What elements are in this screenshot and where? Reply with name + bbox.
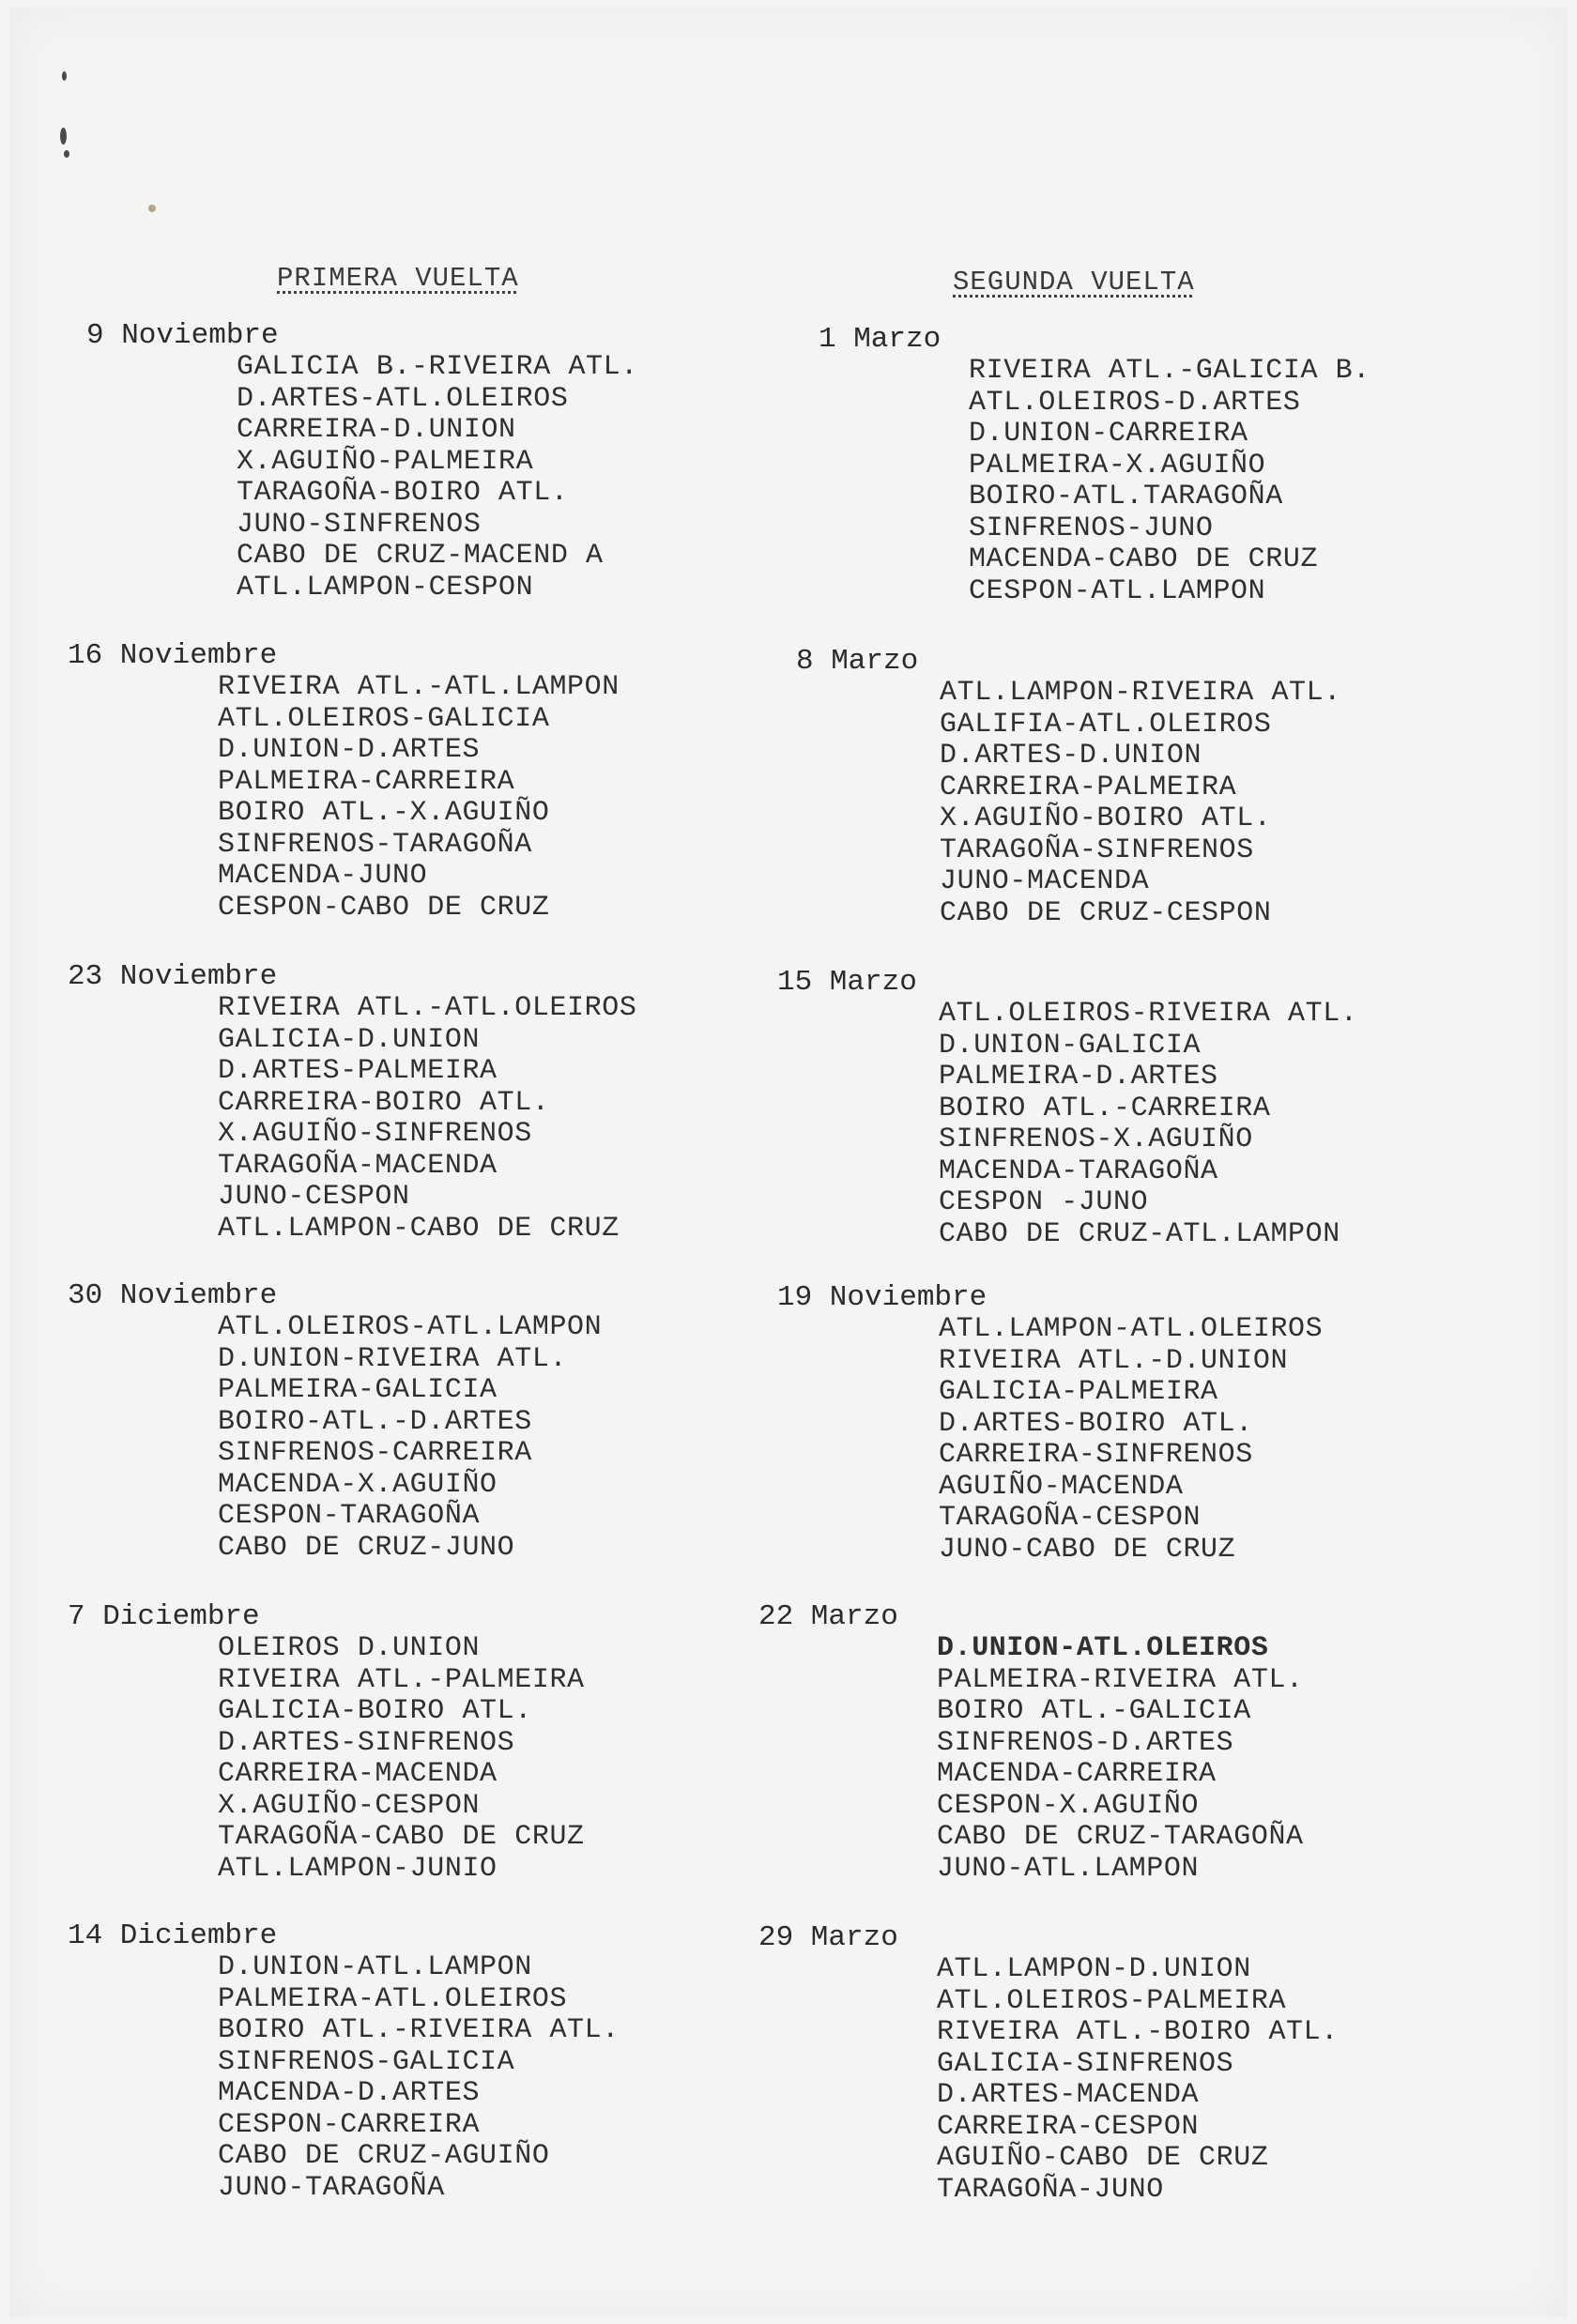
match-line: PALMEIRA-RIVEIRA ATL. (937, 1663, 1304, 1696)
match-line: CESPON-CARREIRA (218, 2108, 481, 2141)
match-line: D.ARTES-PALMEIRA (218, 1055, 498, 1087)
match-line: CARREIRA-MACENDA (218, 1758, 498, 1790)
match-line: TARAGOÑA-CESPON (939, 1502, 1202, 1534)
match-list (937, 1954, 1472, 2206)
match-line: CESPON-TARAGOÑA (218, 1500, 481, 1532)
round-date: 15 Marzo (777, 966, 917, 999)
match-line: GALICIA-BOIRO ATL. (218, 1695, 532, 1727)
match-line: D.UNION-RIVEIRA ATL. (218, 1342, 568, 1375)
match-line: X.AGUIÑO-CESPON (218, 1789, 481, 1822)
match-line: D.UNION-ATL.LAMPON (218, 1951, 532, 1983)
match-line: PALMEIRA-ATL.OLEIROS (218, 1982, 568, 2015)
match-line: CESPON-X.AGUIÑO (937, 1789, 1200, 1822)
match-line: RIVEIRA ATL.-ATL.LAMPON (218, 671, 620, 703)
match-line: MACENDA-CARREIRA (937, 1758, 1217, 1790)
match-line: SINFRENOS-GALICIA (218, 2045, 515, 2078)
match-line: GALICIA-SINFRENOS (937, 2047, 1234, 2080)
match-line: ATL.LAMPON-ATL.OLEIROS (939, 1313, 1324, 1345)
round-block (68, 640, 781, 924)
round-date: 22 Marzo (758, 1600, 898, 1633)
round-date: 19 Noviembre (777, 1281, 988, 1314)
match-line: OLEIROS D.UNION (218, 1632, 481, 1664)
round-block (758, 1601, 1472, 1885)
match-line: D.ARTES-D.UNION (940, 740, 1202, 772)
match-line: RIVEIRA ATL.-BOIRO ATL. (937, 2016, 1339, 2048)
ink-speck (148, 205, 156, 212)
match-line: GALICIA-PALMEIRA (939, 1376, 1218, 1408)
match-line: SINFRENOS-JUNO (969, 512, 1214, 544)
match-line: CABO DE CRUZ-CESPON (940, 896, 1272, 929)
match-line: D.UNION-GALICIA (939, 1029, 1202, 1062)
match-line: ATL.LAMPON-CESPON (237, 571, 534, 604)
match-line: RIVEIRA ATL.-PALMEIRA (218, 1663, 585, 1696)
match-list (937, 1633, 1472, 1885)
match-line: PALMEIRA-CARREIRA (218, 765, 515, 798)
match-line: CABO DE CRUZ-ATL.LAMPON (939, 1217, 1340, 1250)
round-date: 14 Diciembre (68, 1919, 278, 1952)
round-date: 29 Marzo (758, 1921, 898, 1954)
round-block (758, 1922, 1472, 2206)
match-line: GALIFIA-ATL.OLEIROS (940, 708, 1272, 741)
match-line: TARAGOÑA-CABO DE CRUZ (218, 1821, 585, 1853)
match-line: CABO DE CRUZ-MACEND A (237, 540, 604, 572)
match-line: PALMEIRA-X.AGUIÑO (969, 449, 1266, 482)
match-line: MACENDA-CABO DE CRUZ (969, 543, 1319, 575)
round-block (68, 1601, 781, 1885)
match-line: ATL.OLEIROS-GALICIA (218, 702, 550, 735)
match-line: ATL.LAMPON-JUNIO (218, 1852, 498, 1885)
round-block (68, 961, 781, 1245)
match-line: CARREIRA-D.UNION (237, 414, 516, 446)
round-block (86, 320, 800, 604)
round-block (68, 1280, 781, 1564)
round-date: 9 Noviembre (86, 319, 279, 352)
round-block (68, 1920, 781, 2204)
match-line: ATL.OLEIROS-RIVEIRA ATL. (939, 998, 1358, 1030)
match-line: CABO DE CRUZ-TARAGOÑA (937, 1821, 1304, 1853)
match-list (940, 678, 1509, 929)
match-line: GALICIA B.-RIVEIRA ATL. (237, 351, 638, 383)
round-date: 1 Marzo (819, 323, 942, 356)
match-line: MACENDA-JUNO (218, 860, 428, 892)
match-line: GALICIA-D.UNION (218, 1023, 481, 1056)
match-line: RIVEIRA ATL.-ATL.OLEIROS (218, 992, 637, 1024)
round-date: 16 Noviembre (68, 639, 278, 672)
match-line: D.ARTES-ATL.OLEIROS (237, 382, 569, 415)
match-line: PALMEIRA-D.ARTES (939, 1061, 1218, 1093)
match-list (939, 1314, 1491, 1566)
match-line: CESPON-ATL.LAMPON (969, 574, 1266, 607)
match-line: AGUIÑO-CABO DE CRUZ (937, 2142, 1269, 2174)
match-line: SINFRENOS-TARAGOÑA (218, 828, 532, 861)
match-line: BOIRO ATL.-CARREIRA (939, 1092, 1271, 1124)
round-date: 8 Marzo (796, 645, 919, 678)
match-line: SINFRENOS-D.ARTES (937, 1726, 1234, 1759)
match-line: ATL.OLEIROS-D.ARTES (969, 386, 1301, 419)
match-line: RIVEIRA ATL.-GALICIA B. (969, 355, 1370, 387)
ink-speck (60, 128, 67, 145)
match-line: CESPON -JUNO (939, 1186, 1149, 1218)
match-line: MACENDA-D.ARTES (218, 2077, 481, 2109)
match-line: SINFRENOS-X.AGUIÑO (939, 1124, 1253, 1155)
match-line: TARAGOÑA-JUNO (937, 2173, 1164, 2206)
round-block (777, 1282, 1491, 1566)
match-list (218, 1952, 781, 2204)
column-title-primera: PRIMERA VUELTA (277, 263, 519, 294)
match-line: JUNO-TARAGOÑA (218, 2171, 445, 2204)
round-date: 7 Diciembre (68, 1600, 260, 1633)
match-line: CARREIRA-PALMEIRA (940, 771, 1237, 803)
match-line: X.AGUIÑO-PALMEIRA (237, 445, 534, 478)
match-list (939, 999, 1491, 1250)
match-line: CARREIRA-SINFRENOS (939, 1439, 1253, 1471)
ink-speck (62, 71, 67, 81)
match-line: TARAGOÑA-SINFRENOS (940, 833, 1254, 866)
match-list (969, 356, 1532, 607)
match-list (218, 993, 781, 1245)
round-date: 30 Noviembre (68, 1279, 278, 1312)
match-line: CESPON-CABO DE CRUZ (218, 891, 550, 924)
match-line: PALMEIRA-GALICIA (218, 1374, 498, 1406)
round-date: 23 Noviembre (68, 960, 278, 993)
match-line: TARAGOÑA-MACENDA (218, 1149, 498, 1182)
match-line: X.AGUIÑO-BOIRO ATL. (940, 803, 1272, 834)
match-line: D.ARTES-SINFRENOS (218, 1726, 515, 1759)
match-line: BOIRO-ATL.-D.ARTES (218, 1405, 532, 1438)
match-line: X.AGUIÑO-SINFRENOS (218, 1118, 532, 1150)
match-line: TARAGOÑA-BOIRO ATL. (237, 477, 569, 509)
paper-sheet (9, 8, 1568, 2316)
match-line: ATL.OLEIROS-PALMEIRA (937, 1984, 1287, 2017)
match-line: JUNO-SINFRENOS (237, 508, 482, 541)
match-line: ATL.LAMPON-RIVEIRA ATL. (940, 677, 1341, 709)
match-line: ATL.OLEIROS-ATL.LAMPON (218, 1311, 603, 1343)
match-line: MACENDA-TARAGOÑA (939, 1154, 1218, 1187)
match-list (237, 352, 800, 604)
match-line: JUNO-MACENDA (940, 865, 1150, 897)
match-line: ATL.LAMPON-D.UNION (937, 1953, 1251, 1985)
match-line: JUNO-CESPON (218, 1181, 410, 1213)
match-line: CABO DE CRUZ-AGUIÑO (218, 2140, 550, 2172)
match-line: BOIRO-ATL.TARAGOÑA (969, 481, 1283, 512)
column-title-segunda: SEGUNDA VUELTA (953, 267, 1195, 298)
match-list (218, 672, 781, 924)
round-block (796, 646, 1509, 929)
match-line: RIVEIRA ATL.-D.UNION (939, 1344, 1289, 1377)
match-line: D.UNION-ATL.OLEIROS (937, 1632, 1269, 1664)
match-line: D.UNION-D.ARTES (218, 734, 481, 766)
match-line: BOIRO ATL.-X.AGUIÑO (218, 797, 550, 829)
match-list (218, 1633, 781, 1885)
match-list (218, 1312, 781, 1564)
match-line: AGUIÑO-MACENDA (939, 1470, 1184, 1503)
match-line: CARREIRA-CESPON (937, 2110, 1200, 2143)
match-line: BOIRO ATL.-GALICIA (937, 1695, 1251, 1727)
match-line: JUNO-ATL.LAMPON (937, 1852, 1200, 1885)
match-line: CABO DE CRUZ-JUNO (218, 1531, 515, 1564)
match-line: ATL.LAMPON-CABO DE CRUZ (218, 1212, 620, 1245)
match-line: JUNO-CABO DE CRUZ (939, 1533, 1236, 1566)
match-line: BOIRO ATL.-RIVEIRA ATL. (218, 2014, 620, 2046)
match-line: SINFRENOS-CARREIRA (218, 1437, 532, 1469)
ink-speck (64, 150, 69, 158)
match-line: CARREIRA-BOIRO ATL. (218, 1086, 550, 1119)
round-block (777, 967, 1491, 1250)
match-line: MACENDA-X.AGUIÑO (218, 1468, 498, 1501)
match-line: D.ARTES-BOIRO ATL. (939, 1407, 1253, 1440)
match-line: D.UNION-CARREIRA (969, 418, 1248, 450)
match-line: D.ARTES-MACENDA (937, 2079, 1200, 2111)
round-block (819, 324, 1532, 607)
